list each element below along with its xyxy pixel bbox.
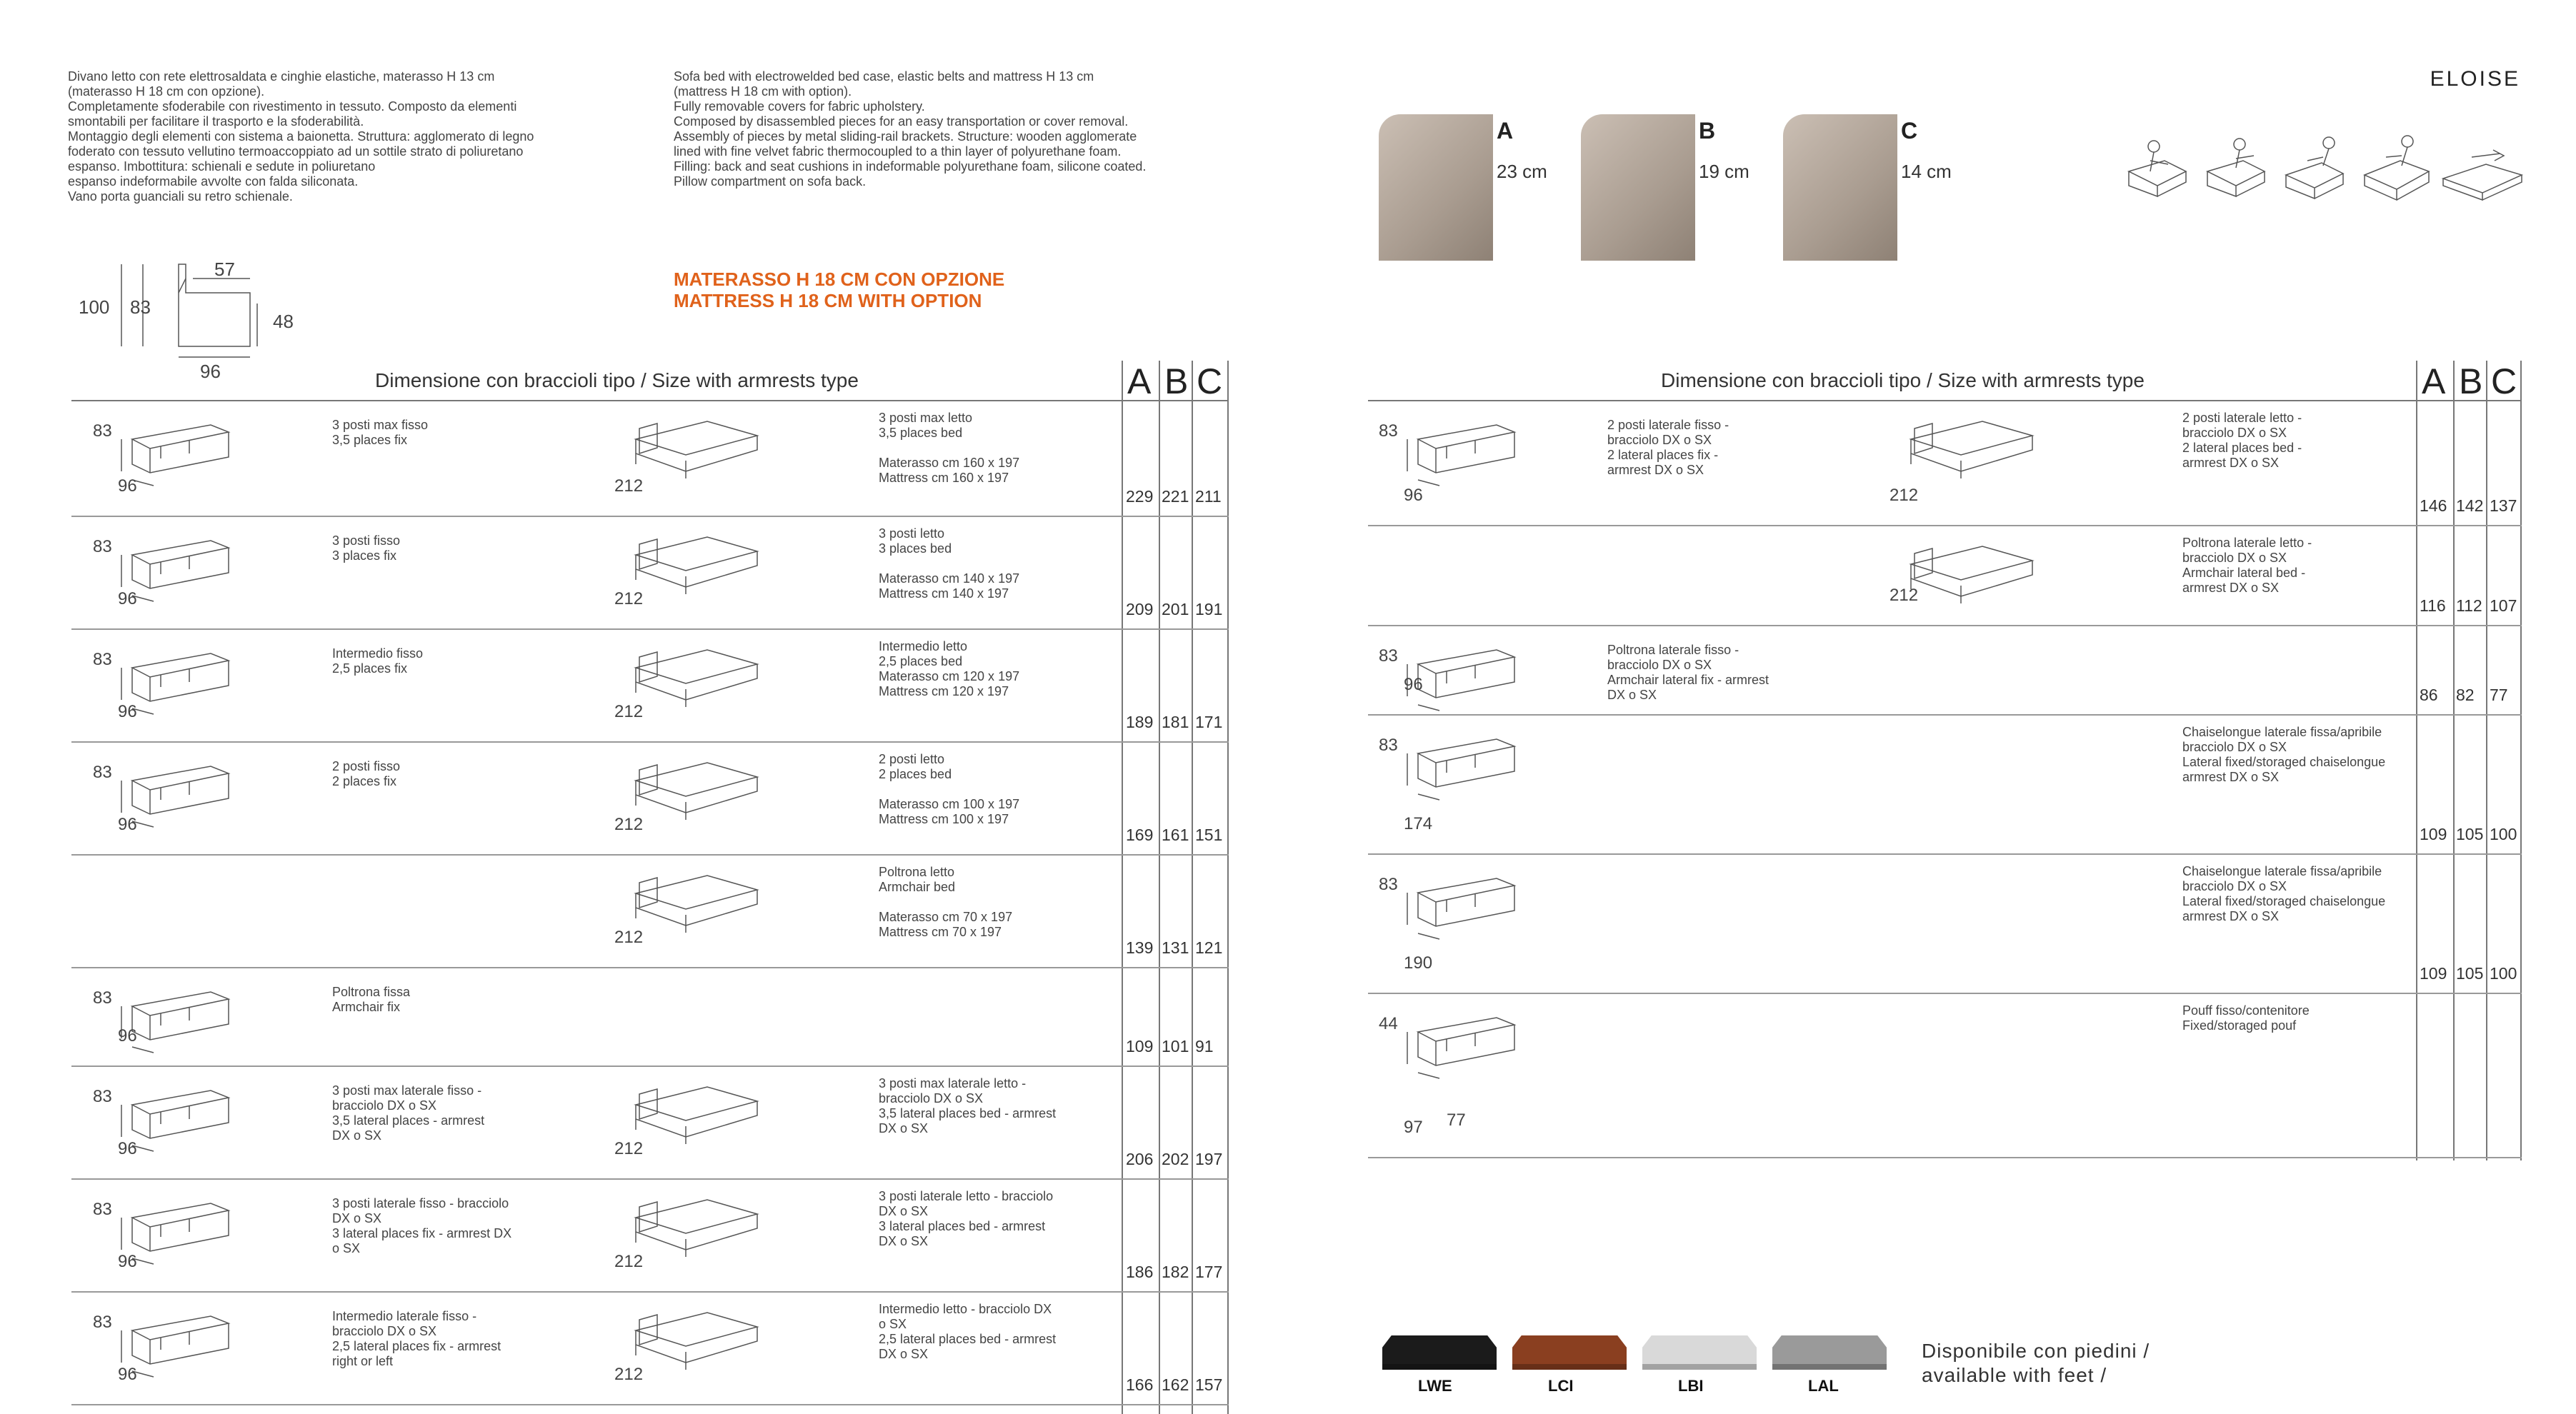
profile-height-total: 100 [79, 296, 110, 318]
bed-label: 2 posti laterale letto - bracciolo DX o SX 2 lateral places bed - armrest DX o SX [2182, 411, 2302, 470]
depth-dim: 96 [118, 815, 137, 834]
height-dim: 44 [1379, 1014, 1398, 1033]
table-row [71, 854, 1229, 967]
sofa-icon [1397, 414, 1539, 493]
size-value: 189 [1126, 713, 1154, 731]
description-line: Montaggio degli elementi con sistema a baionetta. Struttura: agglomerato di legno [68, 129, 534, 144]
fix-label: 3 posti max laterale fisso - bracciolo DX o SX 3,5 lateral places - armrest DX o SX [332, 1083, 485, 1143]
right-table-header: Dimensione con braccioli tipo / Size with armrests type [1661, 369, 2145, 391]
size-value: 182 [1162, 1263, 1189, 1281]
size-value: 171 [1195, 713, 1223, 731]
armrest-types [1379, 107, 2022, 264]
height-dim: 83 [1379, 736, 1398, 755]
right-header-c: C [2491, 361, 2517, 401]
armrest-letter: C [1901, 118, 1918, 144]
height-dim: 83 [93, 1313, 112, 1332]
row-rule [71, 1404, 1229, 1405]
foot-swatch [1512, 1335, 1627, 1370]
table-row [71, 1065, 1229, 1178]
depth-dim: 97 [1404, 1118, 1423, 1137]
depth-dim: 96 [1404, 675, 1423, 694]
fix-label: Poltrona laterale fisso - bracciolo DX o SX Armchair lateral fix - armrest DX o SX [1607, 643, 1769, 702]
height-dim: 83 [93, 1087, 112, 1106]
bed-label: 2 posti letto 2 places bed Materasso cm 100 x 197 Mattress cm 100 x 197 [879, 752, 1020, 826]
size-value: 142 [2456, 496, 2484, 515]
left-header-b: B [1164, 361, 1189, 401]
description-line: Sofa bed with electrowelded bed case, elastic belts and mattress H 13 cm [674, 69, 1094, 84]
bed-depth-dim: 212 [614, 928, 644, 947]
size-value: 157 [1195, 1375, 1223, 1394]
fix-label: 3 posti laterale fisso - bracciolo DX o SX 3 lateral places fix - armrest DX o SX [332, 1196, 512, 1255]
sofa-icon [1397, 868, 1539, 946]
size-value: 137 [2490, 496, 2517, 515]
feet-caption-en: available with feet / [1922, 1364, 2107, 1386]
profile-height-seat: 48 [273, 311, 294, 332]
right-header-b: B [2459, 361, 2483, 401]
bed-depth-dim: 212 [614, 702, 644, 721]
depth-dim: 190 [1404, 953, 1433, 973]
size-value: 169 [1126, 826, 1154, 844]
depth-dim: 96 [118, 702, 137, 721]
depth-dim: 96 [118, 1139, 137, 1158]
mattress-option-note [674, 269, 1004, 311]
profile-depth: 96 [200, 361, 221, 382]
feet-caption [1922, 1339, 2150, 1388]
foot-code: LBI [1678, 1377, 1704, 1395]
depth-dim: 174 [1404, 814, 1433, 833]
table-row [71, 516, 1229, 628]
depth-dim: 96 [118, 476, 137, 496]
feet-caption-it: Disponibile con piedini / [1922, 1340, 2150, 1362]
table-row [1368, 853, 2522, 993]
sofa-icon [1397, 1007, 1539, 1085]
description-english [674, 69, 1245, 189]
width-dim: 77 [1447, 1110, 1466, 1130]
armrest-letter: B [1699, 118, 1716, 144]
description-line: Pillow compartment on sofa back. [674, 174, 867, 189]
size-value: 86 [2420, 686, 2438, 704]
height-dim: 83 [1379, 421, 1398, 441]
height-dim: 83 [93, 988, 112, 1008]
bed-depth-dim: 212 [614, 815, 644, 834]
table-row [71, 400, 1229, 516]
description-line: (materasso H 18 cm con opzione). [68, 84, 265, 99]
armrest-photo [1581, 114, 1695, 261]
description-line: Filling: back and seat cushions in indeformable polyurethane foam, silicone coated. [674, 159, 1147, 174]
description-line: foderato con tessuto vellutino termoaccoppiato ad un sottile strato di poliuretano [68, 144, 524, 159]
bed-label: Intermedio letto 2,5 places bed Materasso cm 120 x 197 Mattress cm 120 x 197 [879, 639, 1020, 698]
mattress-option-en: MATTRESS H 18 CM WITH OPTION [674, 290, 982, 311]
size-value: 107 [2490, 596, 2517, 615]
bed-depth-dim: 212 [1889, 586, 1919, 605]
size-value: 105 [2456, 964, 2484, 983]
sofa-icon [1397, 728, 1539, 807]
size-value: 109 [1126, 1037, 1154, 1056]
armrest-size: 14 cm [1901, 161, 1952, 182]
size-value: 146 [2420, 496, 2447, 515]
size-value: 181 [1162, 713, 1189, 731]
size-value: 186 [1126, 1263, 1154, 1281]
size-value: 91 [1195, 1037, 1214, 1056]
depth-dim: 96 [118, 1026, 137, 1046]
right-header-a: A [2422, 361, 2446, 401]
height-dim: 83 [93, 1200, 112, 1219]
depth-dim: 96 [118, 589, 137, 608]
foot-code: LCI [1548, 1377, 1574, 1395]
height-dim: 83 [93, 421, 112, 441]
armrest-letter: A [1497, 118, 1514, 144]
bed-label: 3 posti letto 3 places bed Materasso cm 140 x 197 Mattress cm 140 x 197 [879, 526, 1020, 601]
depth-dim: 96 [118, 1252, 137, 1271]
profile-height-back: 83 [130, 296, 151, 318]
size-value: 82 [2456, 686, 2475, 704]
foot-swatch [1772, 1335, 1887, 1370]
table-row [71, 967, 1229, 1065]
height-dim: 83 [1379, 875, 1398, 894]
sofa-icon [111, 981, 254, 1060]
height-dim: 83 [93, 537, 112, 556]
size-value: 177 [1195, 1263, 1223, 1281]
description-italian [68, 69, 639, 204]
size-value: 221 [1162, 487, 1189, 506]
size-value: 202 [1162, 1150, 1189, 1168]
size-value: 101 [1162, 1037, 1189, 1056]
foot-swatch [1642, 1335, 1757, 1370]
size-value: 139 [1126, 938, 1154, 957]
bed-depth-dim: 212 [614, 476, 644, 496]
sofa-bed-icon [1897, 411, 2040, 489]
size-value: 229 [1126, 487, 1154, 506]
size-value: 100 [2490, 825, 2517, 843]
table-row [1368, 525, 2522, 625]
description-line: Composed by disassembled pieces for an easy transportation or cover removal. [674, 114, 1129, 129]
foot-code: LAL [1808, 1377, 1839, 1395]
fix-label: Poltrona fissa Armchair fix [332, 985, 411, 1014]
fix-label: 2 posti laterale fisso - bracciolo DX o SX 2 lateral places fix - armrest DX o SX [1607, 418, 1729, 477]
size-value: 121 [1195, 938, 1223, 957]
description-line: lined with fine velvet fabric thermocoupled to a thin layer of polyurethane foam. [674, 144, 1122, 159]
size-value: 162 [1162, 1375, 1189, 1394]
profile-seat-depth: 57 [214, 259, 235, 280]
bed-label: Poltrona letto Armchair bed Materasso cm 70 x 197 Mattress cm 70 x 197 [879, 865, 1013, 939]
armrest-photo [1783, 114, 1897, 261]
armrest-size: 19 cm [1699, 161, 1749, 182]
brand-title: ELOISE [2430, 67, 2520, 91]
fix-label: 3 posti max fisso 3,5 places fix [332, 418, 429, 447]
bed-label: Poltrona laterale letto - bracciolo DX o SX Armchair lateral bed - armrest DX o SX [2182, 536, 2312, 595]
size-value: 201 [1162, 600, 1189, 618]
height-dim: 83 [1379, 646, 1398, 666]
table-row [1368, 625, 2522, 714]
description-line: espanso. Imbottitura: schienali e sedute in poliuretano [68, 159, 376, 174]
opening-steps-icon [2115, 129, 2536, 207]
fix-label: 2 posti fisso 2 places fix [332, 759, 401, 788]
table-row [71, 741, 1229, 854]
bed-depth-dim: 212 [614, 1365, 644, 1384]
size-value: 77 [2490, 686, 2508, 704]
bed-label: Intermedio letto - bracciolo DX o SX 2,5 lateral places bed - armrest DX o SX [879, 1302, 1057, 1361]
bed-label: Pouff fisso/contenitore Fixed/storaged pouf [2182, 1003, 2310, 1033]
foot-swatch [1382, 1335, 1497, 1370]
description-line: smontabili per facilitare il trasporto e la sfoderabilità. [68, 114, 364, 129]
fix-label: Intermedio laterale fisso - bracciolo DX o SX 2,5 lateral places fix - armrest right or left [332, 1309, 501, 1368]
depth-dim: 96 [118, 1365, 137, 1384]
size-value: 206 [1126, 1150, 1154, 1168]
bed-label: Chaiselongue laterale fissa/apribile bracciolo DX o SX Lateral fixed/storaged chaiselongue armrest DX o SX [2182, 864, 2386, 923]
description-line: (mattress H 18 cm with option). [674, 84, 852, 99]
size-value: 197 [1195, 1150, 1223, 1168]
bed-label: 3 posti max laterale letto - bracciolo DX o SX 3,5 lateral places bed - armrest DX o SX [879, 1076, 1057, 1135]
size-value: 100 [2490, 964, 2517, 983]
size-value: 109 [2420, 825, 2447, 843]
description-line: Fully removable covers for fabric upholstery. [674, 99, 925, 114]
bed-label: Chaiselongue laterale fissa/apribile bracciolo DX o SX Lateral fixed/storaged chaiselongue armrest DX o SX [2182, 725, 2386, 784]
bed-depth-dim: 212 [614, 589, 644, 608]
mattress-option-it: MATERASSO H 18 CM CON OPZIONE [674, 269, 1005, 290]
opening-sequence [2115, 129, 2536, 207]
fix-label: 3 posti fisso 3 places fix [332, 533, 401, 563]
size-value: 151 [1195, 826, 1223, 844]
size-value: 116 [2420, 596, 2446, 615]
bed-label: 3 posti max letto 3,5 places bed Materasso cm 160 x 197 Mattress cm 160 x 197 [879, 411, 1020, 485]
size-value: 211 [1195, 487, 1222, 506]
description-line: espanso indeformabile avvolte con falda siliconata. [68, 174, 359, 189]
left-table [71, 361, 1229, 1414]
foot-code: LWE [1418, 1377, 1452, 1395]
row-rule [1368, 1157, 2522, 1158]
left-header-c: C [1197, 361, 1223, 401]
depth-dim: 96 [1404, 486, 1423, 505]
table-row [1368, 714, 2522, 853]
size-value: 209 [1126, 600, 1154, 618]
description-line: Completamente sfoderabile con rivestimento in tessuto. Composto da elementi [68, 99, 517, 114]
fix-label: Intermedio fisso 2,5 places fix [332, 646, 424, 676]
size-value: 109 [2420, 964, 2447, 983]
size-value: 112 [2456, 596, 2482, 615]
description-line: Divano letto con rete elettrosaldata e cinghie elastiche, materasso H 13 cm [68, 69, 495, 84]
right-table [1368, 361, 2522, 1160]
description-line: Assembly of pieces by metal sliding-rail brackets. Structure: wooden agglomerate [674, 129, 1137, 144]
size-value: 191 [1195, 600, 1223, 618]
height-dim: 83 [93, 650, 112, 669]
table-row [1368, 993, 2522, 1157]
table-row [71, 1178, 1229, 1291]
size-value: 131 [1162, 938, 1189, 957]
size-value: 105 [2456, 825, 2484, 843]
armrest-photo [1379, 114, 1493, 261]
bed-depth-dim: 212 [1889, 486, 1919, 505]
bed-depth-dim: 212 [614, 1139, 644, 1158]
size-value: 161 [1162, 826, 1189, 844]
table-row [71, 628, 1229, 741]
size-value: 166 [1126, 1375, 1154, 1394]
bed-label: 3 posti laterale letto - bracciolo DX o SX 3 lateral places bed - armrest DX o SX [879, 1189, 1054, 1248]
left-table-header: Dimensione con braccioli tipo / Size with armrests type [375, 369, 859, 391]
left-header-a: A [1127, 361, 1152, 401]
table-row [71, 1291, 1229, 1404]
table-row [1368, 400, 2522, 525]
description-line: Vano porta guanciali su retro schienale. [68, 189, 293, 204]
armrest-size: 23 cm [1497, 161, 1547, 182]
bed-depth-dim: 212 [614, 1252, 644, 1271]
height-dim: 83 [93, 763, 112, 782]
feet-options [1382, 1335, 1918, 1407]
